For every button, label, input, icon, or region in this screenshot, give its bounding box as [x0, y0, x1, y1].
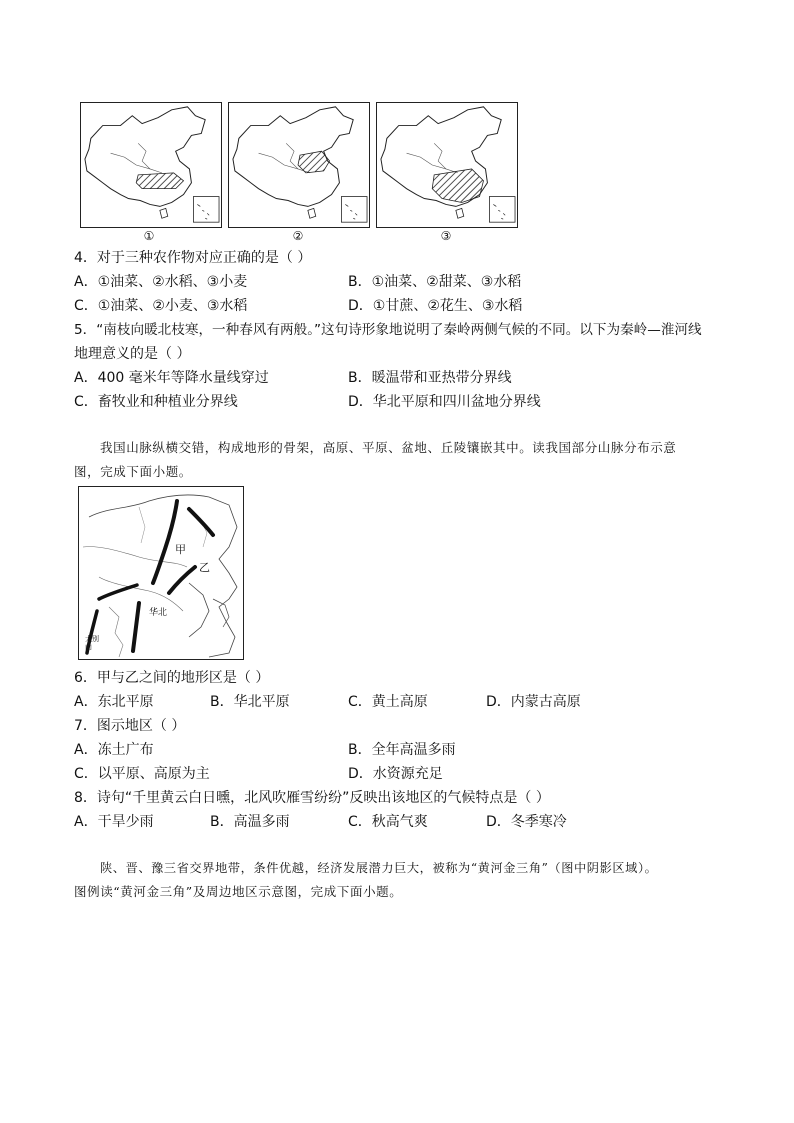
q6-option-c[interactable]: C．黄土高原 [348, 694, 428, 710]
q5-stem-line1: 5．“南枝向暖北枝寒，一种春风有两般。”这句诗形象地说明了秦岭两侧气候的不同。以下为秦岭—淮河线 [74, 322, 702, 338]
q8-option-b[interactable]: B．高温多雨 [210, 814, 290, 830]
q6-option-a[interactable]: A．东北平原 [74, 694, 154, 710]
intro1-line1: 我国山脉纵横交错，构成地形的骨架，高原、平原、盆地、丘陵镶嵌其中。读我国部分山脉分布示意 [100, 440, 677, 455]
q5-option-b[interactable]: B．暖温带和亚热带分界线 [348, 370, 512, 386]
crop-map-1-caption: ① [143, 229, 155, 243]
q4-option-a[interactable]: A．①油菜、②水稻、③小麦 [74, 274, 248, 290]
q4-option-d[interactable]: D．①甘蔗、②花生、③水稻 [348, 298, 523, 314]
label-yi: 乙 [199, 561, 210, 574]
q4-stem: 4．对于三种农作物对应正确的是（ ） [74, 250, 312, 266]
q5-stem-line2: 地理意义的是（ ） [74, 346, 191, 362]
q4-option-c[interactable]: C．①油菜、②小麦、③水稻 [74, 298, 248, 314]
q7-stem: 7．图示地区（ ） [74, 718, 186, 734]
mountain-map [78, 486, 244, 660]
crop-map-2-caption: ② [292, 229, 304, 243]
q5-option-c[interactable]: C．畜牧业和种植业分界线 [74, 394, 238, 410]
q7-option-b[interactable]: B．全年高温多雨 [348, 742, 456, 758]
q4-option-b[interactable]: B．①油菜、②甜菜、③水稻 [348, 274, 522, 290]
q8-option-c[interactable]: C．秋高气爽 [348, 814, 428, 830]
crop-map-2 [228, 102, 370, 228]
q6-option-b[interactable]: B．华北平原 [210, 694, 290, 710]
intro2-line2: 图例读“黄河金三角”及周边地区示意图，完成下面小题。 [74, 884, 403, 899]
crop-map-1 [80, 102, 222, 228]
q7-option-a[interactable]: A．冻土广布 [74, 742, 154, 758]
intro2-line1: 陕、晋、豫三省交界地带，条件优越，经济发展潜力巨大，被称为“黄河金三角”（图中阴影区域）。 [100, 861, 658, 875]
q5-option-a[interactable]: A．400 毫米年等降水量线穿过 [74, 370, 269, 386]
label-jia: 甲 [175, 543, 186, 556]
crop-map-3 [376, 102, 518, 228]
q8-option-d[interactable]: D．冬季寒冷 [486, 814, 567, 830]
label-huabei: 华北 [149, 608, 168, 618]
q5-option-d[interactable]: D．华北平原和四川盆地分界线 [348, 394, 541, 410]
q6-stem: 6．甲与乙之间的地形区是（ ） [74, 670, 270, 686]
q7-option-d[interactable]: D．水资源充足 [348, 766, 443, 782]
intro1-line2: 图，完成下面小题。 [74, 464, 192, 479]
q8-stem: 8．诗句“千里黄云白日曛，北风吹雁雪纷纷”反映出该地区的气候特点是（ ） [74, 790, 550, 806]
q7-option-c[interactable]: C．以平原、高原为主 [74, 766, 210, 782]
crop-map-3-caption: ③ [440, 229, 452, 243]
q6-option-d[interactable]: D．内蒙古高原 [486, 694, 581, 710]
q8-option-a[interactable]: A．干旱少雨 [74, 814, 154, 830]
label-dabieshan: 大别山 [85, 635, 99, 651]
